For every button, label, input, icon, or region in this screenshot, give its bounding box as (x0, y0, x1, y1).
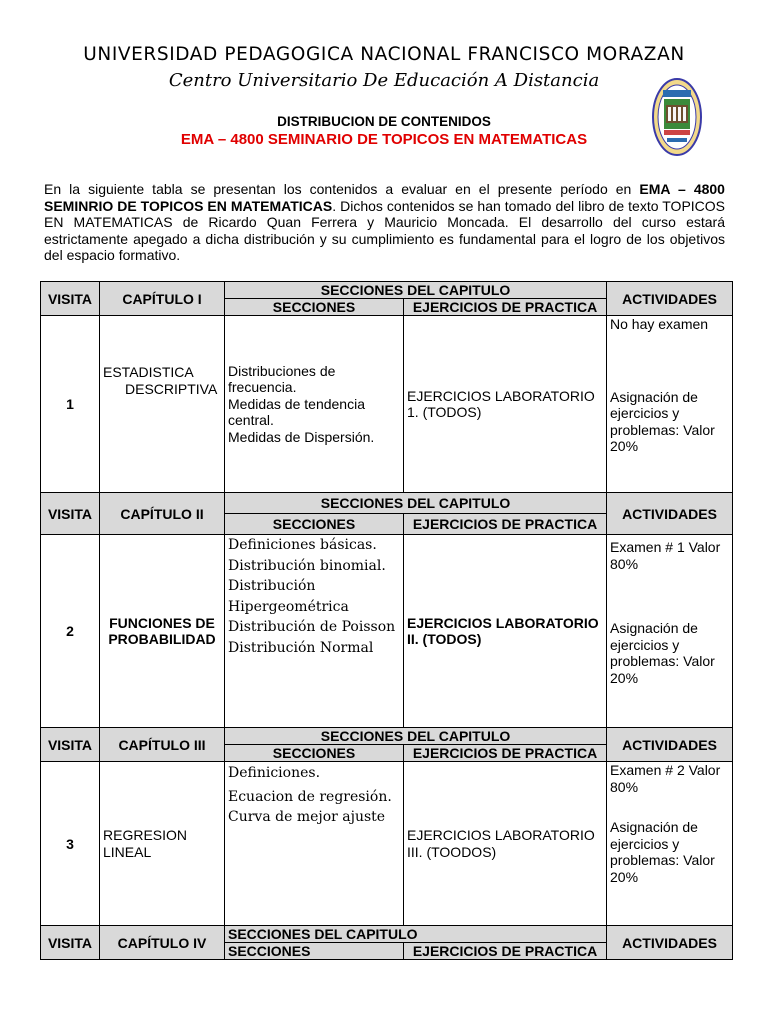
section-item: Distribución Hipergeométrica (228, 578, 349, 615)
section-item: Distribución de Poisson (228, 619, 396, 635)
header-secciones-capitulo: SECCIONES DEL CAPITULO (225, 282, 607, 299)
header-secciones-capitulo: SECCIONES DEL CAPITULO (225, 493, 607, 514)
section-item: Distribuciones de frecuencia. (228, 362, 336, 396)
practice-exercises: EJERCICIOS LABORATORIO 1. (TODOS) (404, 316, 607, 493)
visita-number: 1 (41, 316, 100, 493)
header-secciones-capitulo: SECCIONES DEL CAPITULO (225, 728, 607, 745)
table-row (41, 762, 733, 926)
header-actividades: ACTIVIDADES (607, 926, 733, 960)
header-ejercicios: EJERCICIOS DE PRACTICA (404, 943, 607, 960)
chapter-topic-line1: REGRESION (103, 827, 188, 843)
sections-list (225, 762, 404, 926)
header-secciones: SECCIONES (225, 943, 404, 960)
activities (607, 316, 733, 493)
header-capitulo: CAPÍTULO III (100, 728, 225, 762)
table-row (41, 316, 733, 493)
activity-assignment: Asignación de ejercicios y problemas: Valor 20% (610, 388, 715, 454)
header-actividades: ACTIVIDADES (607, 728, 733, 762)
section-item: Medidas de Dispersión. (228, 428, 375, 445)
header-ejercicios: EJERCICIOS DE PRACTICA (404, 514, 607, 535)
intro-course-name: EMA – 4800 SEMINRIO DE TOPICOS EN MATEMATICAS (44, 181, 725, 214)
course-title: EMA – 4800 SEMINARIO DE TOPICOS EN MATEMATICAS (180, 131, 588, 148)
document-title: DISTRIBUCION DE CONTENIDOS (277, 114, 491, 129)
chapter-topic: FUNCIONES DE PROBABILIDAD (100, 535, 225, 728)
section-item: Definiciones. (228, 765, 321, 781)
header-capitulo: CAPÍTULO II (100, 493, 225, 535)
section-item: Ecuacion de regresión. (228, 788, 392, 805)
activities (607, 535, 733, 728)
chapter-topic (100, 762, 225, 926)
intro-text-2: . Dichos contenidos se han tomado del libro de texto TOPICOS EN MATEMATICAS de Ricardo Quan Ferrera y Mauricio Moncada. El desarrollo del curso estará estrictamente apegado a dicha distribución y su cumplimiento es fundamental para el logro de los objetivos del espacio formativo. (44, 197, 726, 263)
sections-list (225, 535, 404, 728)
header-secciones-capitulo: SECCIONES DEL CAPITULO (225, 926, 607, 943)
chapter-topic-line2: DESCRIPTIVA (125, 380, 218, 397)
header-secciones: SECCIONES (225, 745, 404, 762)
sections-list (225, 316, 404, 493)
center-subtitle: Centro Universitario De Educación A Distancia (168, 70, 600, 91)
header-ejercicios: EJERCICIOS DE PRACTICA (404, 299, 607, 316)
university-seal-icon (652, 78, 702, 156)
activities (607, 762, 733, 926)
header-visita: VISITA (41, 926, 100, 960)
chapter-topic-line1: ESTADISTICA (103, 364, 194, 380)
intro-text-1: En la siguiente tabla se presentan los contenidos a evaluar en el presente período en (44, 181, 640, 197)
content-distribution-table (40, 281, 733, 960)
activity-exam: Examen # 2 Valor 80% (610, 762, 721, 795)
chapter-topic (100, 316, 225, 493)
table-row (41, 535, 733, 728)
section-item: Medidas de tendencia central. (228, 395, 365, 429)
header-capitulo: CAPÍTULO I (100, 282, 225, 316)
activity-exam: Examen # 1 Valor 80% (610, 539, 721, 572)
activity-assignment: Asignación de ejercicios y problemas: Valor 20% (610, 819, 715, 885)
header-capitulo: CAPÍTULO IV (100, 926, 225, 960)
practice-exercises: EJERCICIOS LABORATORIO III. (TOODOS) (404, 762, 607, 926)
header-secciones: SECCIONES (225, 299, 404, 316)
header-visita: VISITA (41, 493, 100, 535)
visita-number: 3 (41, 762, 100, 926)
header-actividades: ACTIVIDADES (607, 282, 733, 316)
header-ejercicios: EJERCICIOS DE PRACTICA (404, 745, 607, 762)
header-actividades: ACTIVIDADES (607, 493, 733, 535)
section-item: Distribución binomial. (228, 557, 386, 574)
section-item: Curva de mejor ajuste (228, 809, 386, 825)
header-visita: VISITA (41, 728, 100, 762)
activity-assignment: Asignación de ejercicios y problemas: Valor 20% (610, 620, 715, 686)
section-item: Definiciones básicas. (228, 537, 377, 553)
practice-exercises: EJERCICIOS LABORATORIO II. (TODOS) (404, 535, 607, 728)
header-secciones: SECCIONES (225, 514, 404, 535)
chapter-topic-line2: LINEAL (103, 843, 152, 860)
university-title: UNIVERSIDAD PEDAGOGICA NACIONAL FRANCISCO MORAZAN (83, 44, 685, 65)
section-item: Distribución Normal (228, 639, 374, 656)
activity-exam: No hay examen (610, 316, 709, 332)
intro-paragraph (44, 181, 725, 264)
visita-number: 2 (41, 535, 100, 728)
header-visita: VISITA (41, 282, 100, 316)
